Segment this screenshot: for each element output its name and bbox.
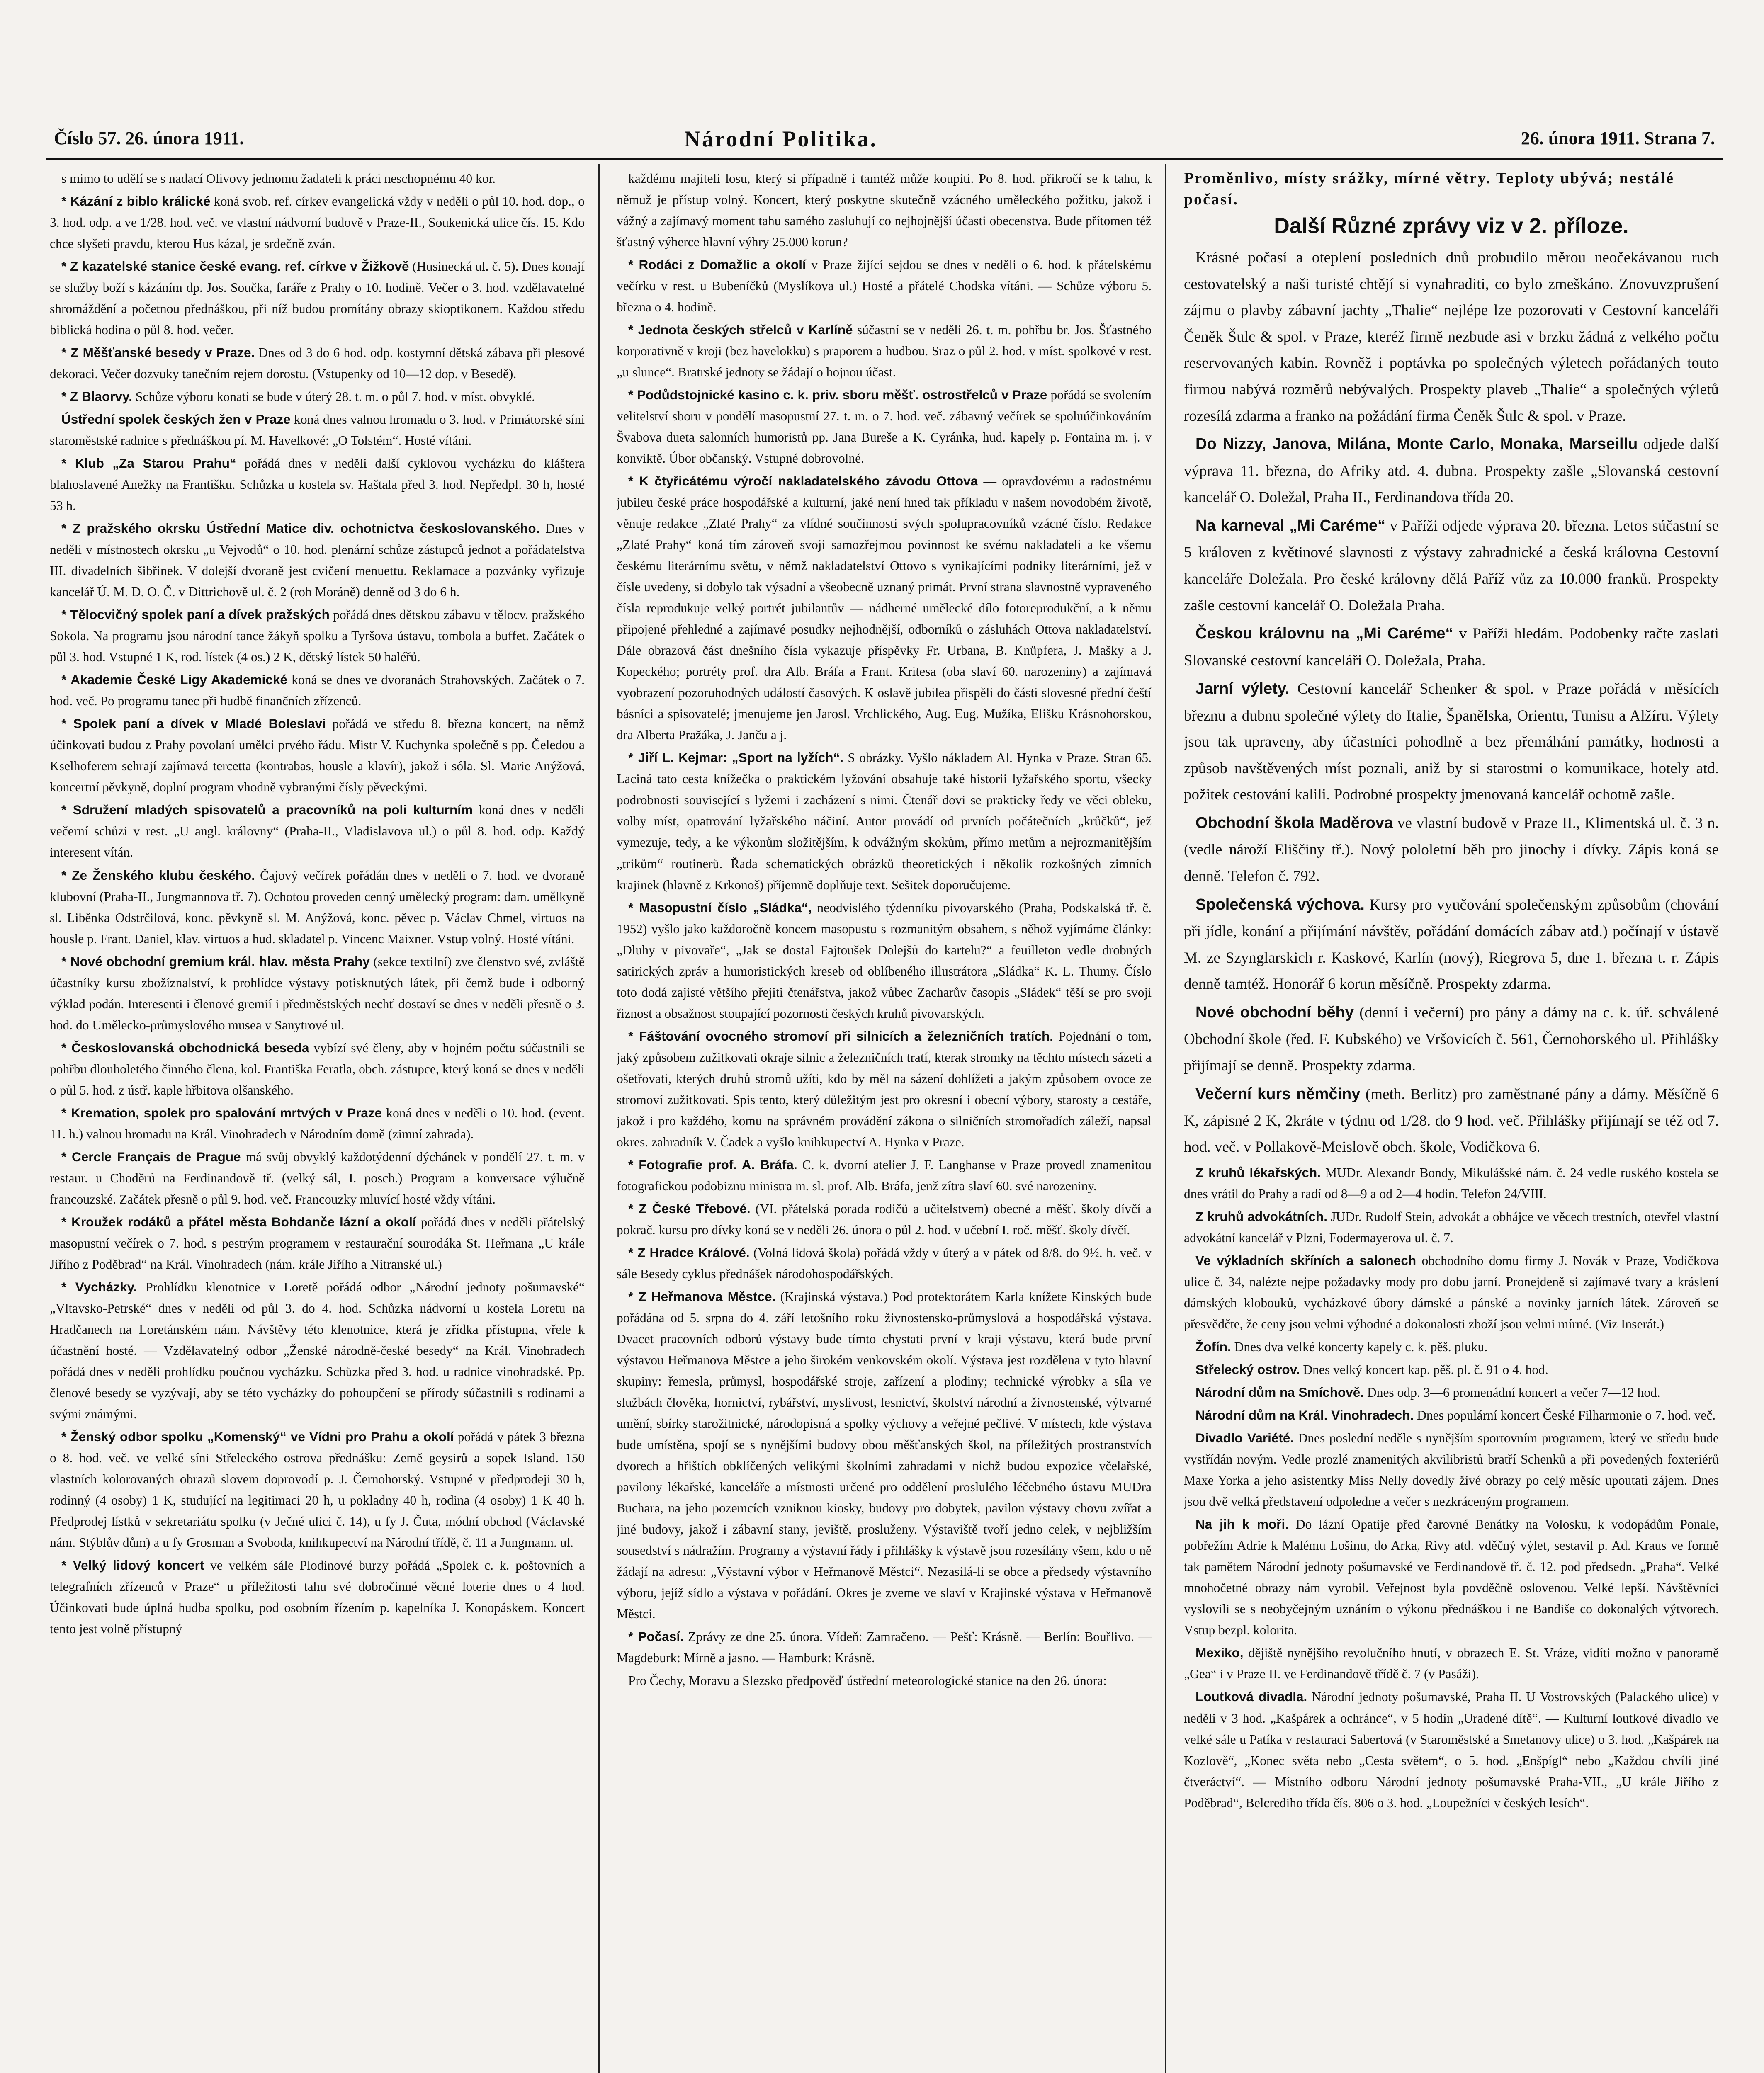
news-item-heading: * Ze Ženského klubu českého. — [61, 867, 255, 883]
news-item — [1184, 1405, 1719, 1426]
news-item-heading: * Masopustní číslo „Sládka“, — [628, 900, 812, 915]
news-item — [50, 713, 585, 798]
news-item-text: Prohlídku klenotnice v Loretě pořádá odbor „Národní jednoty pošumavské“ „Vltavsko-Petrské“ dnes v neděli od půl 3. do 4. hod. Schůzka nádvorní u kostela Loretu na Hradčanech na Loretánském nám. Návštěvy této klenotnice, která je zřídka přístupna, vřele k účastnění hosté. — Vzdělavatelný odbor „Ženské národně-české besedy“ na Král. Vinohradech pořádá dnes v neděli prohlídku poučnou vycházku. Schůzka před 3. hod. u radnice vinohradské. Pp. členové besedy se vyzývají, aby se této vycházky do pohoupčení se přírody súčastnili s rodinami a svými známými. — [50, 1279, 585, 1421]
news-item-heading: Večerní kurs němčiny — [1195, 1085, 1361, 1103]
news-item-text: Dnes od 3 do 6 hod. odp. kostymní dětská zábava při plesové dekoraci. Večer dozvuky tanečním rejem dorostu. (Vstupenky od 10—12 dop. v Besedě). — [50, 345, 585, 381]
news-item — [617, 471, 1152, 745]
news-item — [50, 1211, 585, 1275]
news-item-text: Schůze výboru konati se bude v úterý 28. t. m. o půl 7. hod. v míst. obvyklé. — [135, 389, 535, 404]
news-item — [617, 168, 1152, 252]
news-item-heading: Ústřední spolek českých žen v Praze — [61, 412, 291, 427]
news-item — [50, 1146, 585, 1210]
news-item — [1184, 512, 1719, 619]
news-item-heading: * Rodáci z Domažlic a okolí — [628, 257, 806, 272]
news-item — [617, 319, 1152, 383]
news-item — [50, 191, 585, 254]
news-item-text: neodvislého týdenníku pivovarského (Praha, Podskalská tř. č. 1952) vyšlo jako každoročně koncem masopustu s rozmanitým obsahem, s něhož vyjímáme články: „Dluhy v pivovaře“, „Jak se dostal Fajtoušek Dolejšů do kartelu?“ a feuilleton vedle drobných satirických zpráv a humoristických kreseb od oblíbeného illustrátora „Sládka“ K. L. Thumy. Číslo toto dodá zajisté většího přejiti čtenářstva, jakož vůbec Zacharův časopis „Sládek“ těší se pro svoji řiznost a obsažnost stoupající pozornosti českých kruhů pivovarských. — [617, 900, 1152, 1021]
news-item-text: koná svob. ref. církev evangelická vždy v neděli o půl 10. hod. dop., o 3. hod. odp. a ve 1/28. hod. več. ve vlastní nádvorní budově v Praze-II., Soukenická ulice čís. 15. Kdo chce slyšeti pravdu, kterou Hus kázal, je srdečně zván. — [50, 194, 585, 251]
news-item — [1184, 1206, 1719, 1248]
news-item-text: v Paříži odjede výprava 20. března. Letos súčastní se 5 královen z květinové slavnosti z výstavy zahradnické a česká královna Cestovní kanceláře Doležala. Pro české královny dělá Paříž vůz za 10.000 franků. Prospekty zašle cestovní kancelář O. Doležala Praha. — [1184, 517, 1719, 614]
news-item-heading: Českou královnu na „Mi Caréme“ — [1195, 625, 1453, 643]
news-item — [1184, 891, 1719, 998]
news-item — [1184, 675, 1719, 808]
news-item-heading: * Kázání z biblo králické — [61, 194, 211, 209]
news-item-text: Dnes odp. 3—6 promenádní koncert a večer 7—12 hod. — [1367, 1385, 1660, 1400]
news-item-heading: * Kremation, spolek pro spalování mrtvých v Praze — [61, 1105, 382, 1120]
weather-forecast: Proměnlivo, místy srážky, mírné větry. Teploty ubývá; nestálé počasí. — [1184, 170, 1674, 209]
news-item-heading: Společenská výchova. — [1195, 896, 1365, 913]
news-item-text: Cestovní kancelář Schenker & spol. v Praze pořádá v měsících březnu a dubnu společné výlety do Italie, Španělska, Orientu, Tunisu a Alžíru. Výlety jsou tak upraveny, aby účastníci pohodlně a bez přemáhání památky, hodnosti a způsob navštěvených míst poznali, aniž by si starostmi o komunikace, hotely atd. požitek cestování kalili. Podrobné prospekty jmenovaná kancelář ochotně zašle. — [1184, 680, 1719, 803]
news-item-heading: Do Nizzy, Janova, Milána, Monte Carlo, Monaka, Marseillu — [1195, 435, 1638, 453]
news-item — [617, 1286, 1152, 1624]
news-item-heading: Nové obchodní běhy — [1195, 1003, 1354, 1021]
news-item-heading: * Klub „Za Starou Prahu“ — [61, 456, 236, 471]
news-item — [617, 897, 1152, 1024]
news-item-text: Dnes v neděli v místnostech okrsku „u Vejvodů“ o 10. hod. plenární schůze zástupců jednot a pořádatelstva III. divadelních šibřinek. V dolejší dvoraně jest cvičení menuettu. Reklamace a pozvánky vyřizuje kancelář Ú. M. D. O. Č. v Dittrichově ul. č. 2 (roh Moráně) denně od 3 do 6 h. — [50, 521, 585, 600]
news-item-text: pořádá dnes dětskou zábavu v tělocv. pražského Sokola. Na programu jsou národní tance žákyň spolku a Tyršova ústavu, tombola a buffet. Začátek o půl 3. hod. Vstupné 1 K, rod. lístek (4 os.) 2 K, dětský lístek 50 haléřů. — [50, 607, 585, 665]
news-item-text: Kursy pro vyučování společenským způsobům (chování při jídle, konání a přijímání návštěv, pořádání domácích zábav atd.) počínají v ústavě M. ze Szynglarskich r. Kaskové, Karlín (nový), Riegrova 5, dne 1. března t. r. Zápis denně tamtéž. Honorář 6 korun měsíčně. Prospekty zdarma. — [1184, 896, 1719, 993]
news-item-text: koná dnes v neděli večerní schůzi v rest. „U angl. královny“ (Praha-II., Vladislavova ul.) o půl 8. hod. odp. Každý interesent vítán. — [50, 803, 585, 860]
news-item-text: Pojednání o tom, jaký způsobem zužitkovati okraje silnic a železničních tratí, kterak stromky na těchto místech sázeti a ošetřovati, kterých druhů stromů užíti, kdo by měl na sázení dohlížeti a jakým způsobem ovoce ze stromoví zužitkovati. Spis tento, který důležitým jest pro okresní i obecní výbory, starosty a cestáře, jakož i pro každého, komu na správném provádění zákona o silničních stromořadích záleží, napsal okres. zahradník V. Čadek a vyšlo knihkupectví A. Hynka v Praze. — [617, 1029, 1152, 1149]
news-item-text: (meth. Berlitz) pro zaměstnané pány a dámy. Měsíčně 6 K, zápisné 2 K, 2kráte v týdnu od 1/28. do 9 hod. več. Přihlášky přijímají se též od 7. hod. več. v Pollakově-Meislově obch. škole, Vodičkova 6. — [1184, 1085, 1719, 1156]
news-item — [50, 865, 585, 949]
news-item — [617, 1242, 1152, 1284]
news-item-heading: * Sdružení mladých spisovatelů a pracovníků na poli kulturním — [61, 802, 473, 818]
news-item — [50, 604, 585, 668]
news-item-heading: * Spolek paní a dívek v Mladé Boleslavi — [61, 716, 326, 731]
column-right — [1184, 168, 1719, 2073]
news-item-heading: Mexiko, — [1195, 1645, 1244, 1660]
news-item-text: (denní i večerní) pro pány a dámy na c. k. úř. schválené Obchodní škole (řed. F. Kubského) ve Vršovicích č. 561, Černohorského ul. Přihlášky přijímají se denně. Prospekty zdarma. — [1184, 1004, 1719, 1074]
news-item-text: Pro Čechy, Moravu a Slezsko předpověď ústřední meteorologické stanice na den 26. února: — [628, 1673, 1107, 1688]
news-item-text: koná dnes valnou hromadu o 3. hod. v Primátorské síni staroměstské radnice s přednáškou pí. M. Havelkové: „O Tolstém“. Hosté vítáni. — [50, 412, 585, 448]
news-item-text: — opravdovému a radostnému jubileu české práce hospodářské a kulturní, jaké není hned tak příkladu v našem novodobém životě, věnuje redakce „Zlaté Prahy“ za vlídné součinnosti svých spolupracovníků vzácné číslo. Redakce „Zlaté Prahy“ koná tím zároveň svoji samozřejmou povinnost ke svému nakladateli a ke všemu českému literárnímu světu, v němž nakladatelství Ottovo s vynikajícími podniky literárními, jež v čísle uvedeny, si dobylo tak výsadní a všeobecně uznaný primát. První strana slavnostně vypraveného čísla reprodukuje velký portrét jubilantův — nádherné umělecké dílo fotoreprodukční, a k němu připojené přehledné a zajímavé posudky nejhodnější, odborníků o zásluhách Ottova nakladatelství. Dále obrazová část dnešního čísla vykazuje příspěvky Fr. Urbana, B. Knüpfera, J. Mašky a J. Kopeckého; portréty prof. dra Alb. Bráfa a Frant. Kritesa (oba slaví 60. narozeniny) a zajímavá vyobrazení pozoruhodných událostí časových. K oslavě jubilea přispěli do části slovesné přední čeští básníci a spisovatelé; jmenujeme jen Jarosl. Vrchlického, Aug. Eug. Mužíka, Elišku Krásnohorskou, dra Alberta Pražáka, J. Janču a j. — [617, 474, 1152, 743]
news-item-heading: * Nové obchodní gremium král. hlav. města Prahy — [61, 954, 370, 969]
news-item-text: odjede další výprava 11. března, do Afriky atd. 4. dubna. Prospekty zašle „Slovanská cestovní kancelář O. Doležal, Praha II., Ferdinandova třída 20. — [1184, 436, 1719, 506]
news-item-heading: * Z kazatelské stanice české evang. ref. církve v Žižkově — [61, 259, 409, 274]
news-item-text: pořádá se svolením velitelství sboru v pondělí masopustní 27. t. m. o 7. hod. več. zábavný večírek se spoluúčinkováním Švabova dueta salonních humoristů pp. Jana Bureše a K. Cyránka, hud. kapely p. Fontaina m. j. v konviktě. Úbor občanský. Vstupné dobrovolné. — [617, 388, 1152, 466]
news-item-heading: Z kruhů lékařských. — [1195, 1165, 1321, 1180]
news-item — [50, 1426, 585, 1553]
column-right-items — [1184, 245, 1719, 1813]
news-item — [1184, 1359, 1719, 1380]
news-item — [1184, 999, 1719, 1079]
news-item-text: (Krajinská výstava.) Pod protektorátem Karla knížete Kinských bude pořádána od 5. srpna do 4. září letošního roku živnostensko-průmyslová a hospodářská výstava. Dvacet pracovních odborů výstavy bude tímto chystati první v kraji výstavu, která bude první výstavou Heřmanova Městce a jeho širokém venkovském okolí. Výstava jest rozdělena v tyto hlavní skupiny: řemesla, průmysl, hospodářské stroje, zařízení a plodiny; technické výrobky a síla ve službách člověka, hornictví, rybářství, myslivost, lesnictví, školství národní a živnostenské, výtvarné umění, sbírky starožitnické, národopisná a spolky výchovy a veřejné pečlivé. V místech, kde výstava bude umístěna, spojí se s nynějšími budovy obou měšťanských škol, na příležitých prostranstvích dvorech a hřištích obklíčených velikými školními zahradami v nichž budou expozice včelařské, pavilony lékařské, kanceláře a místnosti určené pro oddělení proslulého léčebného ústavu MUDra Buchara, na jeho pozemcích vzniknou kiosky, budovy pro dobytek, pavilon výstavy chovu zvířat a jiné budovy, jakož i zábavní stany, jeviště, prosluženy. Výstaviště tvoří jedno celek, v nejbližším sousedství s nádražím. Programy a výstavní řády i přihlášky k výstavě jsou rozesílány všem, kdo o ně žádají na adresu: „Výstavní výbor v Heřmanově Městci“. Nezasilá-li se obce a předsedy výstavního výboru, jejíž sídlo a výstava v pořádání. Okres je zveme ve slaví v Krajinské výstava v Heřmanově Městci. — [617, 1289, 1152, 1622]
news-item — [1184, 1162, 1719, 1204]
news-item — [50, 256, 585, 340]
news-item-heading: Na karneval „Mi Caréme“ — [1195, 517, 1386, 534]
news-item — [617, 1154, 1152, 1197]
news-item — [50, 1555, 585, 1639]
news-item-text: Národní jednoty pošumavské, Praha II. U Vostrovských (Palackého ulice) v neděli v 3 hod. „Kašpárek a ochránce“, v 5 hodin „Uradené dítě“. — Kulturní loutkové divadlo ve velké sále u Patíka v restauraci Sabertová (v Staroměstské a Smetanovy ulice) o 3. hod. „Kašpárek na Kozlově“, „Konec světa nebo „Cesta světem“, o 5. hod. „Enšpígl“ nebo „Každou chvíli jiné čtveráctví“. — Místního odboru Národní jednoty pošumavské Praha-VII., „U krále Jiřího z Poděbrad“, Belcrediho třída čís. 806 o 3. hod. „Loupežníci v českých lesích“. — [1184, 1689, 1719, 1810]
news-item-heading: Jarní výlety. — [1195, 680, 1290, 698]
news-item — [1184, 1382, 1719, 1403]
news-item-heading: * Jiří L. Kejmar: „Sport na lyžích“. — [628, 750, 843, 765]
news-item — [1184, 810, 1719, 890]
news-item — [1184, 1427, 1719, 1512]
news-item-heading: * Cercle Français de Prague — [61, 1149, 241, 1164]
news-item-text: Do lázní Opatije před čarovné Benátky na Volosku, k vodopádům Ponale, pobřežím Adrie k Malému Lošinu, do Arka, Rivy atd. vděčný výlet, sestavil p. Ad. Kraus ve formě tak pamětem Národní jednoty pošumavské ve Ferdinandově tř. č. 12. pod předsedn. „Praha“. Velké mnohočetné obrazy nám vyrobil. Veřejnost byla povděčně oslovenou. Velké lepší. Návštěvníci vyslovili se s neobyčejným uznáním o výkonu přednáškou i ne Bandiše co dokonalých výtvorech. Vstup bezpl. kolorita. — [1184, 1517, 1719, 1638]
news-item-text: Čajový večírek pořádán dnes v neděli o 7. hod. ve dvoraně klubovní (Praha-II., Jungmannova tř. 7). Ochotou proveden cenný umělecký program: dam. umělkyně sl. Liběnka Odstrčilová, konc. pěvkyně sl. M. Anýžová, konc. pěvec p. Václav Chmel, virtuos na housle p. Frant. Daniel, klav. virtuos a hud. skladatel p. Vincenc Maixner. Vstup volný. Hosté vítáni. — [50, 868, 585, 946]
column-divider-2 — [1165, 164, 1166, 2073]
news-item-text: súčastní se v neděli 26. t. m. pohřbu br. Jos. Šťastného korporativně v kroji (bez havelokku) s praporem a hudbou. Sraz o půl 2. hod. v míst. spolkové v rest. „u slunce“. Bratrské jednoty se žádají o hojnou účast. — [617, 323, 1152, 380]
news-item-heading: * Z Heřmanova Městce. — [628, 1289, 776, 1304]
news-item-heading: * Počasí. — [628, 1629, 684, 1644]
news-item-text: Zprávy ze dne 25. února. Vídeň: Zamračeno. — Pešť: Krásně. — Berlín: Bouřlivo. — Magdeburk: Mírně a jasno. — Hamburk: Krásně. — [617, 1629, 1152, 1665]
news-item-text: (sekce textilní) zve členstvo své, zvláště účastníky kursu zbožíznalství, k prohlídce výstavy potisknutých látek, při čemž bude i odborný výklad podán. Interesenti i členové gremií i předměstských nechť dostaví se dnes v neděli přesně o 3. hod. do Umělecko-průmyslového musea v Sanytrové ul. — [50, 954, 585, 1032]
news-item-heading: Žofín. — [1195, 1339, 1231, 1354]
page-header — [46, 124, 1723, 160]
news-item — [617, 1626, 1152, 1668]
news-item-text: pořádá dnes v neděli přátelský masopustní večírek o 7. hod. s pestrým programem v restaurační sourodáka St. Heřmana „U krále Jiřího z Poděbrad“ na Král. Vinohradech (nám. krále Jiřího a Nitranské ul.) — [50, 1214, 585, 1272]
news-item — [50, 1037, 585, 1101]
news-item — [50, 386, 585, 407]
news-item-heading: * Akademie České Ligy Akademické — [61, 672, 287, 687]
news-item-heading: Loutková divadla. — [1195, 1689, 1307, 1704]
news-item-heading: * Z Blaorvy. — [61, 389, 132, 404]
news-item — [1184, 620, 1719, 674]
news-item-heading: * Fotografie prof. A. Bráfa. — [628, 1157, 797, 1172]
news-item-heading: * Fáštování ovocného stromoví při silnicích a železničních tratích. — [628, 1028, 1053, 1044]
news-item — [617, 384, 1152, 469]
news-item-text: každému majiteli losu, který si případně i tamtéž může koupiti. Po 8. hod. přikročí se k tahu, k němuž je přístup volný. Koncert, který poskytne skutečně vzácného uměleckého požitku, jakož i vážný a zajímavý moment tahu samého zasluhují co nejhojnější účasti obecenstva. Bude přítomen též šťastný výherce hlavní výhry 25.000 korun? — [617, 171, 1152, 250]
news-item-text: ve velkém sále Plodinové burzy pořádá „Spolek c. k. poštovních a telegrafních zřízenců v Praze“ u příležitosti tahu své dobročinné věcné loterie dnes o 4 hod. Účinkovati bude úplná hudba spolku, pod osobním řízením p. kapelníka J. Konopáskem. Koncert tento jest volně přístupný — [50, 1558, 585, 1636]
news-item — [1184, 1642, 1719, 1685]
news-item-text: pořádá dnes v neděli další cyklovou vycházku do kláštera blahoslavené Anežky na Františku. Schůzka u kostela sv. Haštala před 3. hod. Nepředpl. 30 h, hosté 53 h. — [50, 456, 585, 513]
news-item-text: v Praze žijící sejdou se dnes v neděli o 6. hod. k přátelskému večírku v rest. u Bubeníčků (Myslíkova ul.) Hosté a přátelé Chodska vítáni. — Schůze výboru 5. března o 4. hodině. — [617, 257, 1152, 315]
news-item-heading: * Z Hradce Králové. — [628, 1245, 750, 1260]
news-item-heading: * Ženský odbor spolku „Komenský“ ve Vídni pro Prahu a okolí — [61, 1429, 454, 1444]
news-item — [50, 951, 585, 1036]
news-item-text: MUDr. Alexandr Bondy, Mikulášské nám. č. 24 vedle ruského kostela se dnes vrátil do Prahy a radí od 8—9 a od 2—4 hodin. Telefon 24/VIII. — [1184, 1165, 1719, 1202]
news-item-heading: * Tělocvičný spolek paní a dívek pražských — [61, 607, 330, 622]
news-item-heading: * K čtyřicátému výročí nakladatelského závodu Ottova — [628, 473, 978, 489]
news-item-heading: * Velký lidový koncert — [61, 1558, 204, 1573]
news-item-heading: * Vycházky. — [61, 1279, 137, 1294]
news-item — [1184, 245, 1719, 429]
news-item-text: vybízí své členy, aby v hojném počtu súčastnili se pohřbu dlouholetého činného člena, kol. Františka Feratla, obch. zástupce, který koná se dnes v neděli o půl 5. hod. z ústř. kaple hřbitova olšanského. — [50, 1040, 585, 1097]
news-item-heading: Na jih k moři. — [1195, 1517, 1289, 1532]
news-item-text: koná dnes v neděli o 10. hod. (event. 11. h.) valnou hromadu na Král. Vinohradech v Národním domě (zimní zahrada). — [50, 1105, 585, 1141]
news-item-heading: Národní dům na Smíchově. — [1195, 1385, 1364, 1400]
news-item — [1184, 431, 1719, 511]
news-item — [50, 453, 585, 516]
news-item-heading: * Jednota českých střelců v Karlíně — [628, 322, 853, 337]
news-item-text: v Paříži hledám. Podobenky račte zaslati Slovanské cestovní kanceláři O. Doležala, Praha. — [1184, 625, 1719, 669]
news-item-text: dějiště nynějšího revolučního hnutí, v obrazech E. St. Vráze, vidíti možno v panoramě „Gea“ i v Praze II. ve Ferdinandově třídě č. 7 (v Pasáži). — [1184, 1646, 1719, 1682]
news-item-heading: Divadlo Variété. — [1195, 1430, 1294, 1446]
date-page-number: 26. února 1911. Strana 7. — [1521, 128, 1715, 148]
news-item-heading: * Z České Třebové. — [628, 1201, 751, 1216]
news-item — [50, 1102, 585, 1145]
news-item — [617, 254, 1152, 318]
news-item-text: Dnes populární koncert České Filharmonie o 7. hod. več. — [1417, 1408, 1716, 1423]
news-item-heading: Národní dům na Král. Vinohradech. — [1195, 1408, 1414, 1423]
news-item-text: S obrázky. Vyšlo nákladem Al. Hynka v Praze. Stran 65. Laciná tato cesta knížečka o praktickém lyžování obsahuje také historii lyžařského sportu, všecky podrobnosti související s lyžemi i zacházení s nimi. Čtenář dovi se prakticky ředy ve věci obleku, volby míst, opatrování lyžařského náčiní. Autor provádí od prvních počátečních „krůčků“, jež vymezuje, tedy, a ke výkonům složitějším, k odvážným skokům, přímo metům a nejrozmanitějším „trikům“ routinerů. Řada schematických obrázků theoretických i několik rozkošných zimních krajinek (hlavně z Krkonoš) příjemně doplňuje text. Sešitek doporučujeme. — [617, 750, 1152, 892]
news-item — [617, 1026, 1152, 1153]
news-item — [1184, 1081, 1719, 1161]
news-item-text: Dnes velký koncert kap. pěš. pl. č. 91 o 4. hod. — [1303, 1362, 1548, 1377]
column-middle — [617, 168, 1152, 2073]
news-item-text: (Volná lidová škola) pořádá vždy v úterý a v pátek od 8/8. do 9½. h. več. v sále Besedy cyklus přednášek národohospodářských. — [617, 1245, 1152, 1281]
column-divider-1 — [598, 164, 600, 2073]
news-item-text: Krásné počasí a oteplení posledních dnů probudilo měrou neočekávanou ruch cestovatelský a naši turisté chtějí si vynahraditi, co bylo zmeškáno. Znovuvzprušení zájmu o plavby zábavní jachty „Thalie“ nejlépe lze pozorovati v Cestovní kanceláři Čeněk Šulc & spol. v Praze, kteréž firmě nezbude asi v brzku žádná z velkého počtu reservovaných kabin. Rovněž i poptávka po společných výletech pořádaných touto firmou nabývá rozměrů nebývalých. Prospekty plaveb „Thalie“ a společných výletů rozesílá zdarma a franko na požádání firma Čeněk Šulc & spol. v Praze. — [1184, 249, 1719, 425]
newspaper-title: Národní Politika. — [684, 126, 878, 151]
newspaper-page — [46, 124, 1723, 2073]
news-item-heading: * Z pražského okrsku Ústřední Matice div. ochotnictva českoslovanského. — [61, 521, 540, 536]
news-item-text: C. k. dvorní atelier J. F. Langhanse v Praze provedl znamenitou fotografickou podobiznu ministra m. sl. prof. Alb. Bráfa, jenž zítra slaví 60. své narozeniny. — [617, 1157, 1152, 1193]
issue-number-date: Číslo 57. 26. února 1911. — [54, 128, 244, 148]
news-item — [617, 747, 1152, 895]
news-item — [50, 342, 585, 384]
news-item-heading: Ve výkladních skříních a salonech — [1195, 1253, 1417, 1268]
news-item-text: pořádá ve středu 8. března koncert, na němž účinkovati budou z Prahy povolaní umělci prvého řádu. Mistr V. Kuchynka společně s pp. Čeledou a Kselhoferem sehrají zajímavá tercetta (kontrabas, housle a klavír), jakož i sóla. Sl. Marie Anýžová, koncertní pěvkyně, doplní program vhodně vybranými čísly pěveckými. — [50, 716, 585, 795]
news-item-heading: * Z Měšťanské besedy v Praze. — [61, 345, 255, 360]
news-item-heading: * Kroužek rodáků a přátel města Bohdanče lázní a okolí — [61, 1214, 416, 1229]
news-item-heading: Střelecký ostrov. — [1195, 1362, 1300, 1377]
news-item-heading: Obchodní škola Maděrova — [1195, 814, 1393, 832]
news-item-text: (Husinecká ul. č. 5). Dnes konají se služby boží s kázáním dp. Jos. Součka, faráře z Prahy o 10. hodině. Večer o 3. hod. vzdělavatelné shromáždění a početnou přednáškou, při níž budou promítány obrazy skioptikonem. Každou středu biblická hodina o půl 8. hod. večer. — [50, 259, 585, 337]
news-item — [50, 669, 585, 711]
news-item — [1184, 1514, 1719, 1641]
news-item — [1184, 1686, 1719, 1813]
section-title: Další Různé zprávy viz v 2. příloze. — [1274, 214, 1629, 238]
news-item-heading: * Českoslovanská obchodnická beseda — [61, 1040, 309, 1055]
news-item — [1184, 1250, 1719, 1335]
news-item — [50, 409, 585, 451]
news-item-text: (VI. přátelská porada rodičů a učitelstvem) obecné a měšť. školy dívčí a pokrač. kursu pro dívky koná se v neděli 26. února o půl 2. hod. v učební I. roč. měšť. školy dívčí. — [617, 1201, 1152, 1237]
news-item — [1184, 1336, 1719, 1357]
news-item-text: Dnes poslední neděle s nynějším sportovním programem, který ve středu bude vystřídán novým. Vedle prozlé znamenitých akvilibristů bratří Schenků a při povedených foxteriérů Maxe Yorka a jeho asistentky Miss Nelly dovedly živé obrazy po celý měsíc upoutati zájem. Dnes jsou dvě velká představení odpoledne a večer s nezkráceným programem. — [1184, 1431, 1719, 1509]
news-item-text: koná se dnes ve dvoranách Strahovských. Začátek o 7. hod. več. Po programu tanec při hudbě finančních zřízenců. — [50, 672, 585, 709]
news-item — [50, 799, 585, 863]
news-item-heading: Z kruhů advokátních. — [1195, 1209, 1327, 1224]
news-item-text: s mimo to udělí se s nadací Olivovy jednomu žadateli k práci neschopnému 40 kor. — [61, 171, 496, 186]
news-item-heading: * Podůdstojnické kasino c. k. priv. sboru měšť. ostrostřelců v Praze — [628, 387, 1047, 403]
news-item-text: obchodního domu firmy J. Novák v Praze, Vodičkova ulice č. 34, nalézte nejpe požadavky mody pro dobu jarní. Pronejdeně si zajímavé tvary a kráslení dámských klobouků, vycházkové úbory dámské a pánské a novinky jarních látek. Zároveň se přesvědčte, že ceny jsou velmi výhodné a dokonalosti zboží jsou velmi mírné. (Viz Inserát.) — [1184, 1253, 1719, 1332]
news-item — [50, 168, 585, 189]
news-item-text: pořádá v pátek 3 března o 8. hod. več. ve velké síni Střeleckého ostrova přednášku: Země geysirů a sopek Island. 150 vlastních kolorovaných obrazů slovem doprovodí p. J. Černohorský. Vstupné v předprodeji 30 h, rodinný (4 osoby) 1 K, studující na legitimaci 20 h, u pokladny 40 h, rodina (4 osoby) 1 K 40 h. Předprodej lístků v sekretariátu spolku (v Ječné ulici č. 14), u fy J. Čuta, módní obchod (Václavské nám. Stýblův dům) a u fy Grosman a Svoboda, knihkupectví na Národní třídě, č. 11 a Jungmann. ul. — [50, 1429, 585, 1550]
news-item — [50, 1277, 585, 1425]
news-item — [50, 518, 585, 602]
news-item-text: má svůj obvyklý každotýdenní dýchánek v pondělí 27. t. m. v restaur. u Choděrů na Ferdinandově tř. (velký sál, I. posch.) Program a konversace výlučně francouzské. Začátek přesně o půl 9. hod. več. Francouzky mluvící hosté vždy vítáni. — [50, 1149, 585, 1206]
news-item — [617, 1670, 1152, 1691]
news-item-text: JUDr. Rudolf Stein, advokát a obhájce ve věcech trestních, otevřel vlastní advokátní kancelář v Plzni, Fodermayerova ul. č. 7. — [1184, 1209, 1719, 1245]
news-item-text: Dnes dva velké koncerty kapely c. k. pěš. pluku. — [1234, 1340, 1488, 1354]
news-item-text: ve vlastní budově v Praze II., Klimentská ul. č. 3 n. (vedle nároží Eliščiny tř.). Nový pololetní běh pro jinochy i dívky. Zápis koná se denně. Telefon č. 792. — [1184, 815, 1719, 885]
column-left — [50, 168, 585, 2073]
news-item — [617, 1198, 1152, 1240]
